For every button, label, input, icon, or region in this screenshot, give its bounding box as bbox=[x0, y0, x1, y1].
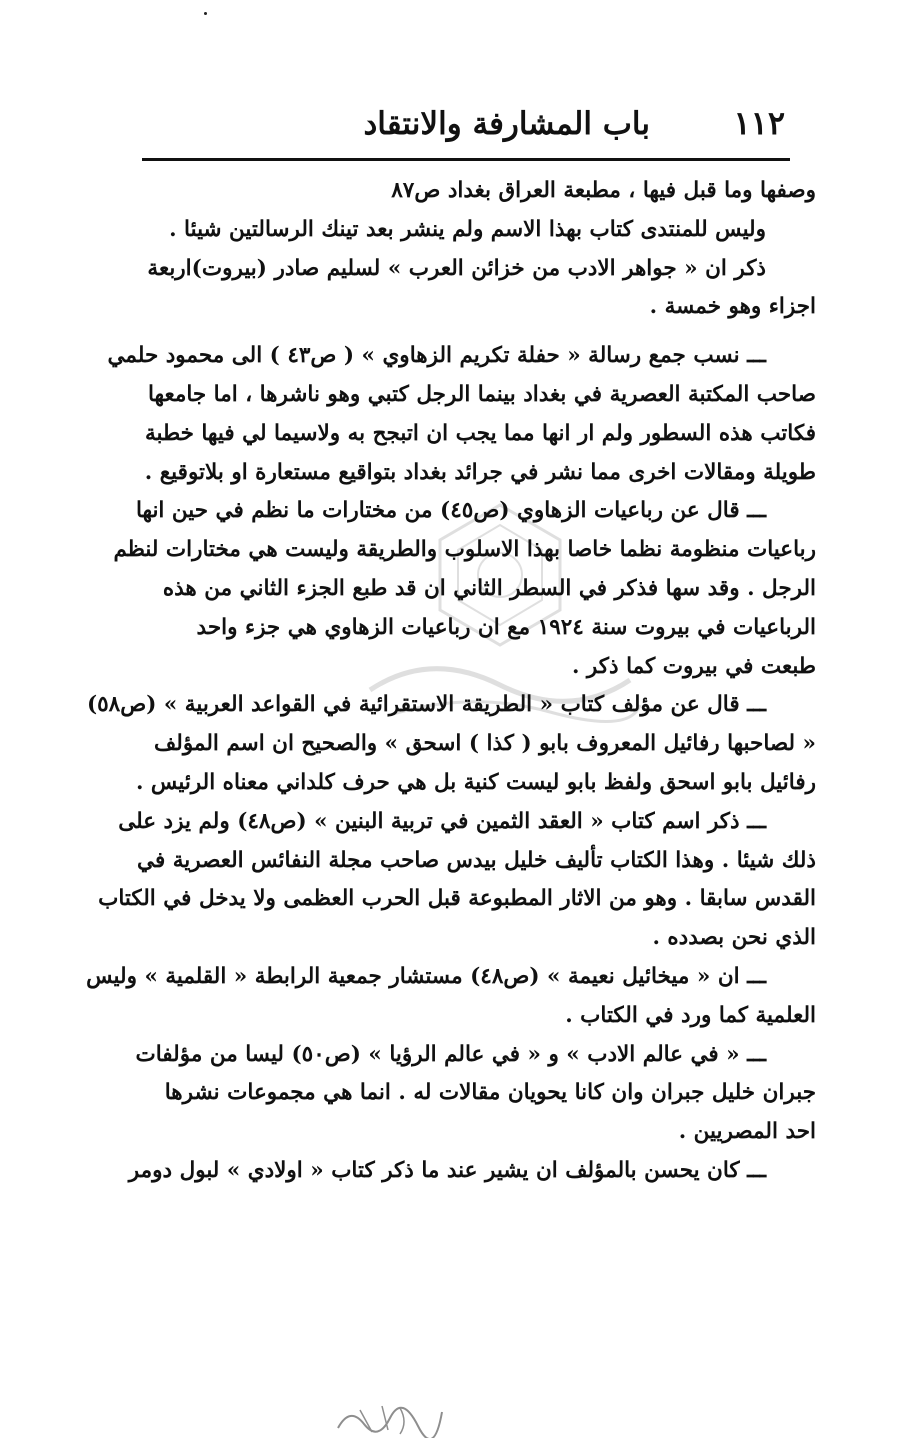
text-line: ذكر ان « جواهر الادب من خزائن العرب » لسليم صادر (بيروت)اربعة bbox=[147, 255, 766, 281]
text-line: الرجل . وقد سها فذكر في السطر الثاني ان قد طبع الجزء الثاني من هذه bbox=[162, 575, 816, 601]
body-text bbox=[86, 172, 816, 1191]
text-line: وليس للمنتدى كتاب بهذا الاسم ولم ينشر بعد تينك الرسالتين شيئا . bbox=[169, 216, 766, 242]
scan-speck bbox=[204, 12, 207, 15]
text-line: احد المصريين . bbox=[678, 1119, 816, 1145]
page-header bbox=[140, 98, 785, 150]
text-line: العلمية كما ورد في الكتاب . bbox=[565, 1002, 816, 1028]
text-line: ـــ قال عن مؤلف كتاب « الطريقة الاستقرائية في القواعد العربية » (ص٥٨) bbox=[86, 692, 766, 718]
text-line: صاحب المكتبة العصرية في بغداد بينما الرجل كتبي وهو ناشرها ، اما جامعها bbox=[148, 381, 816, 407]
text-line: الذي نحن بصدده . bbox=[652, 925, 816, 951]
text-line: ـــ ان « ميخائيل نعيمة » (ص٤٨) مستشار جمعية الرابطة « القلمية » وليس bbox=[86, 963, 766, 989]
text-line: ـــ كان يحسن بالمؤلف ان يشير عند ما ذكر كتاب « اولادي » لبول دومر bbox=[128, 1157, 766, 1183]
text-line: ـــ نسب جمع رسالة « حفلة تكريم الزهاوي » ( ص٤٣ ) الى محمود حلمي bbox=[107, 343, 766, 369]
text-line: ـــ ذكر اسم كتاب « العقد الثمين في تربية البنين » (ص٤٨) ولم يزد على bbox=[118, 808, 766, 834]
text-line: اجزاء وهو خمسة . bbox=[649, 294, 816, 320]
text-line: ـــ « في عالم الادب » و « في عالم الرؤيا » (ص٥٠) ليسا من مؤلفات bbox=[135, 1041, 766, 1067]
text-line: « لصاحبها رفائيل المعروف بابو ( كذا ) اسحق » والصحيح ان اسم المؤلف bbox=[154, 731, 816, 757]
text-line: طويلة ومقالات اخرى مما نشر في جرائد بغداد بتواقيع مستعارة او بلاتوقيع . bbox=[144, 459, 816, 485]
text-line: رفائيل بابو اسحق ولفظ بابو ليست كنية بل هي حرف كلداني معناه الرئيس . bbox=[135, 769, 816, 795]
header-rule bbox=[142, 158, 790, 161]
text-line: ـــ قال عن رباعيات الزهاوي (ص٤٥) من مختارات ما نظم في حين انها bbox=[135, 498, 766, 524]
running-title: باب المشارفة والانتقاد bbox=[363, 106, 650, 142]
text-line: طبعت في بيروت كما ذكر . bbox=[571, 653, 816, 679]
text-line: الرباعيات في بيروت سنة ١٩٢٤ مع ان رباعيات الزهاوي هي جزء واحد bbox=[196, 614, 816, 640]
ink-signature-mark bbox=[330, 1400, 450, 1438]
text-line: القدس سابقا . وهو من الاثار المطبوعة قبل الحرب العظمى ولا يدخل في الكتاب bbox=[98, 886, 816, 912]
text-line: جبران خليل جبران وان كانا يحويان مقالات له . انما هي مجموعات نشرها bbox=[164, 1080, 816, 1106]
text-line: ذلك شيئا . وهذا الكتاب تأليف خليل بيدس صاحب مجلة النفائس العصرية في bbox=[137, 847, 816, 873]
text-line: وصفها وما قبل فيها ، مطبعة العراق بغداد ص٨٧ bbox=[391, 178, 816, 203]
text-line: فكاتب هذه السطور ولم ار انها مما يجب ان اتبجح به ولاسيما لي فيها خطبة bbox=[144, 420, 816, 446]
page-number: ١١٢ bbox=[733, 104, 785, 142]
text-line: رباعيات منظومة نظما خاصا بهذا الاسلوب والطريقة وليست هي مختارات لنظم bbox=[113, 537, 816, 563]
